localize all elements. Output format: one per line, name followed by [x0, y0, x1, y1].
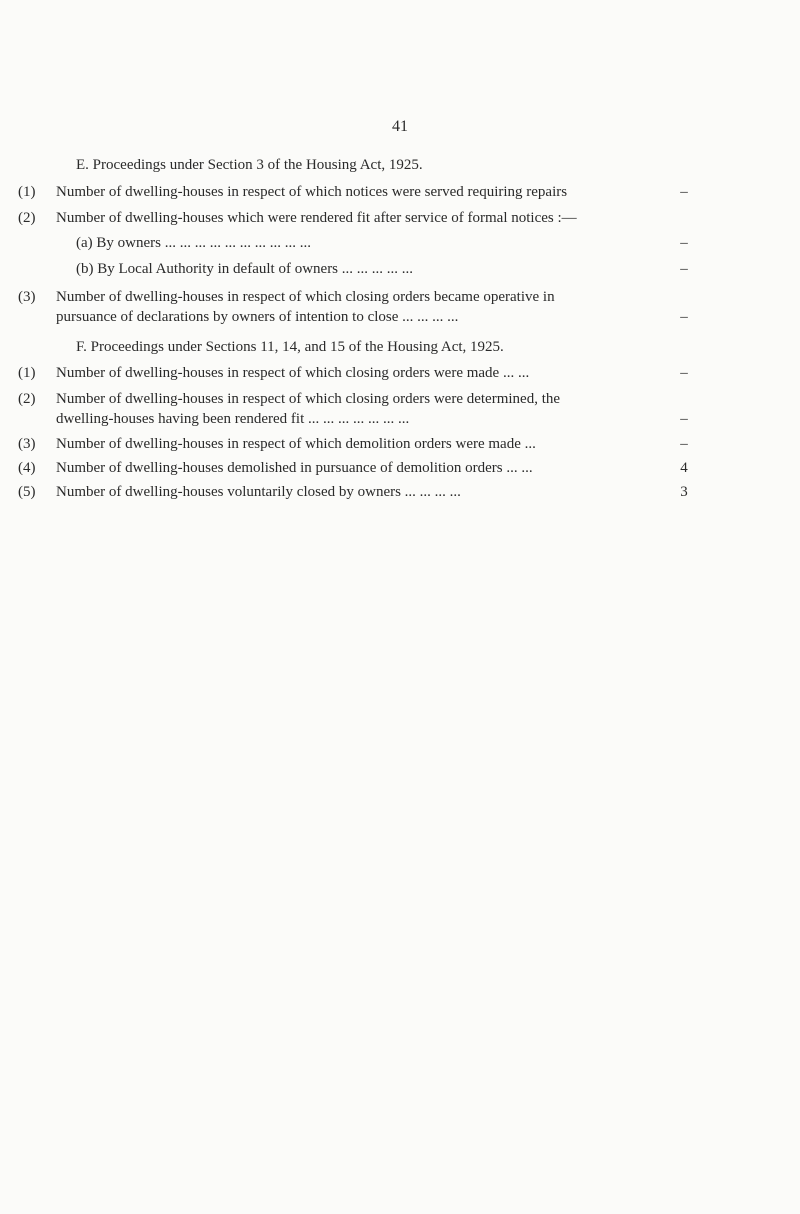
item-text: Number of dwelling-houses in respect of which demolition orders were made ...: [56, 436, 536, 452]
section-e-heading: E. Proceedings under Section 3 of the Housing Act, 1925.: [76, 157, 423, 173]
item-number: (4): [18, 460, 36, 476]
item-value: –: [680, 365, 688, 381]
item-value: 4: [680, 460, 688, 476]
item-value: 3: [680, 484, 688, 500]
item-number: (3): [18, 289, 36, 305]
item-value: –: [680, 309, 688, 325]
item-value: –: [680, 235, 688, 251]
item-number: (3): [18, 436, 36, 452]
item-text: Number of dwelling-houses in respect of which closing orders were made ... ...: [56, 365, 530, 381]
item-text: (a) By owners ... ... ... ... ... ... ... ... ... ...: [76, 235, 311, 251]
item-text: Number of dwelling-houses in respect of which closing orders were determined, the dwelling-houses having been rendered fit ... ... ... ... ... ... ...: [56, 391, 561, 427]
item-number: (1): [18, 184, 36, 200]
item-text: Number of dwelling-houses in respect of which notices were served requiring repairs: [56, 184, 568, 200]
item-number: (1): [18, 365, 36, 381]
item-value: –: [680, 411, 688, 427]
item-number: (2): [18, 391, 36, 407]
section-f-heading: F. Proceedings under Sections 11, 14, and 15 of the Housing Act, 1925.: [76, 339, 504, 355]
item-text: Number of dwelling-houses demolished in pursuance of demolition orders ... ...: [56, 460, 533, 476]
item-number: (5): [18, 484, 36, 500]
item-text: Number of dwelling-houses which were rendered fit after service of formal notices :—: [56, 210, 577, 226]
item-text: Number of dwelling-houses voluntarily closed by owners ... ... ... ...: [56, 484, 461, 500]
item-number: (2): [18, 210, 36, 226]
item-text: Number of dwelling-houses in respect of which closing orders became operative in pursuance of declarations by owners of intention to close ... ... ... ...: [56, 289, 555, 325]
item-text: (b) By Local Authority in default of owners ... ... ... ... ...: [76, 261, 414, 277]
page-number: 41: [392, 118, 408, 135]
item-value: –: [680, 261, 688, 277]
item-value: –: [680, 436, 688, 452]
item-value: –: [680, 184, 688, 200]
